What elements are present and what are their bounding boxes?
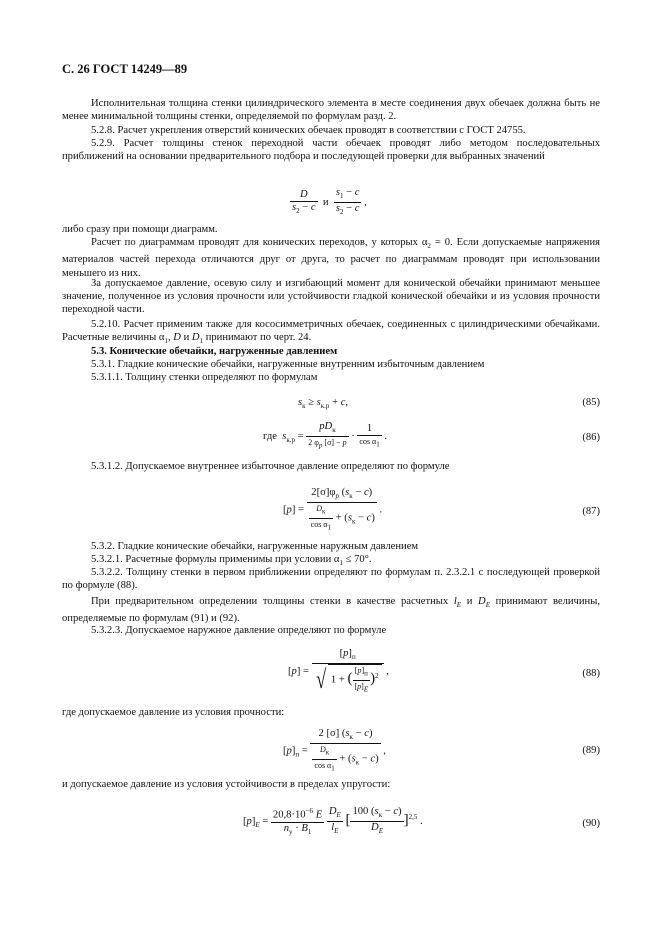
formula-ratios: $\frac{D}{s_2 - c}$ и $\frac{s_1 - c}{s_2 - c}$ , [292,187,367,217]
equation-number-90: (90) [582,818,600,829]
paragraph-diagram-calc: Расчет по диаграммам проводят для конических переходов, у которых $\alpha_2 = 0$. Если допускаемые напряжения материалов частей перехода отличаются друг от друга, то расчет по диаграммам проводят при использовании меньшего из них. [62,237,600,279]
paragraph-stability: и допускаемое давление из условия устойчивости в пределах упругости: [62,779,391,790]
formula-90: $[p]_E$ = $\frac{20,8\cdot 10^{-6} E}{n_y \cdot B_1}$ $\frac{D_E}{l_E}$ [ $\frac{100 (s_к - c)}{D_E}$ ]$^{2,5}$ . [243,805,423,836]
paragraph-5-3-2-2: 5.3.2.2. Толщину стенки в первом приближении определяют по формулам п. 2.3.2.1 с последующей проверкой по формуле (88). [62,567,600,592]
formula-87: [p] = $2[\sigma]\varphi_p$ $(s_к - c)$ $\frac{D_к}{\cos \alpha_1}$ + $(s_к - c)$ . [283,487,383,532]
paragraph-5-3-1: 5.3.1. Гладкие конические обечайки, нагруженные внутренним избыточным давлением [91,359,485,370]
paragraph-5-3-2-3: 5.3.2.3. Допускаемое наружное давление определяют по формуле [91,625,387,636]
paragraph-diagrams: либо сразу при помощи диаграмм. [62,224,218,235]
paragraph-5-2-10: 5.2.10. Расчет применим также для кососимметричных обечаек, соединенных с цилиндрическими обечайками. Расчетные величины $\alpha_1$, D и $D_1$ принимают по черт. 24. [62,319,600,346]
formula-89: $[p]_п$ = 2 [σ] $(s_к - c)$ $\frac{D_к}{\cos \alpha_1}$ + $(s_к - c)$ , [283,728,386,773]
paragraph-preliminary: При предварительном определении толщины стенки в качестве расчетных $l_E$ и $D_E$ принимают величины, определяемые по формулам (91) и (92). [62,596,600,625]
formula-86: где $s_{к.р}$ = $\frac{pD_к}{2 \varphi_p [\sigma] - p}$ · $\frac{1}{\cos \alpha_1}$ . [263,421,388,450]
paragraph-5-3-2: 5.3.2. Гладкие конические обечайки, нагруженные наружным давлением [91,541,419,552]
equation-number-88: (88) [582,668,600,679]
equation-number-87: (87) [582,506,600,517]
equation-number-86: (86) [582,432,600,443]
paragraph-5-3-2-1: 5.3.2.1. Расчетные формулы применимы при условии $\alpha_1 \le 70^\circ$. [91,554,372,568]
formula-85: $s_к \ge s_{к.р} + c$, [298,397,349,411]
paragraph-1: Исполнительная толщина стенки цилиндрического элемента в месте соединения двух обечаек должна быть не менее минимальной толщины стенки, определяемой по формулам разд. 2. [62,98,600,123]
paragraph-5-2-8: 5.2.8. Расчет укрепления отверстий конических обечаек проводят в соответствии с ГОСТ 24755. [91,125,526,136]
paragraph-strength: где допускаемое давление из условия прочности: [62,707,285,718]
conjunction: и [322,197,329,209]
paragraph-5-2-9: 5.2.9. Расчет толщины стенок переходной части обечаек проводят либо методом последовательных приближений на основании предварительного подбора и последующей проверки для выбранных значений [62,138,600,163]
paragraph-allowable: За допускаемое давление, осевую силу и изгибающий момент для конической обечайки принимают меньшее значение, полученное из условия прочности или устойчивости гладкой конической обечайки и из условия прочности переходной части. [62,278,600,316]
equation-number-89: (89) [582,745,600,756]
equation-number-85: (85) [582,397,600,408]
paragraph-5-3-1-2: 5.3.1.2. Допускаемое внутреннее избыточное давление определяют по формуле [91,461,450,472]
paragraph-5-3-1-1: 5.3.1.1. Толщину стенки определяют по формулам [91,372,318,383]
section-5-3-title: 5.3. Конические обечайки, нагруженные давлением [91,346,338,357]
page-header: С. 26 ГОСТ 14249—89 [62,62,188,76]
formula-88: [p] = $[p]_п$ √ 1 + ( $\frac{[p]_п}{[p]_E}$ )$^2$ , [288,648,389,695]
